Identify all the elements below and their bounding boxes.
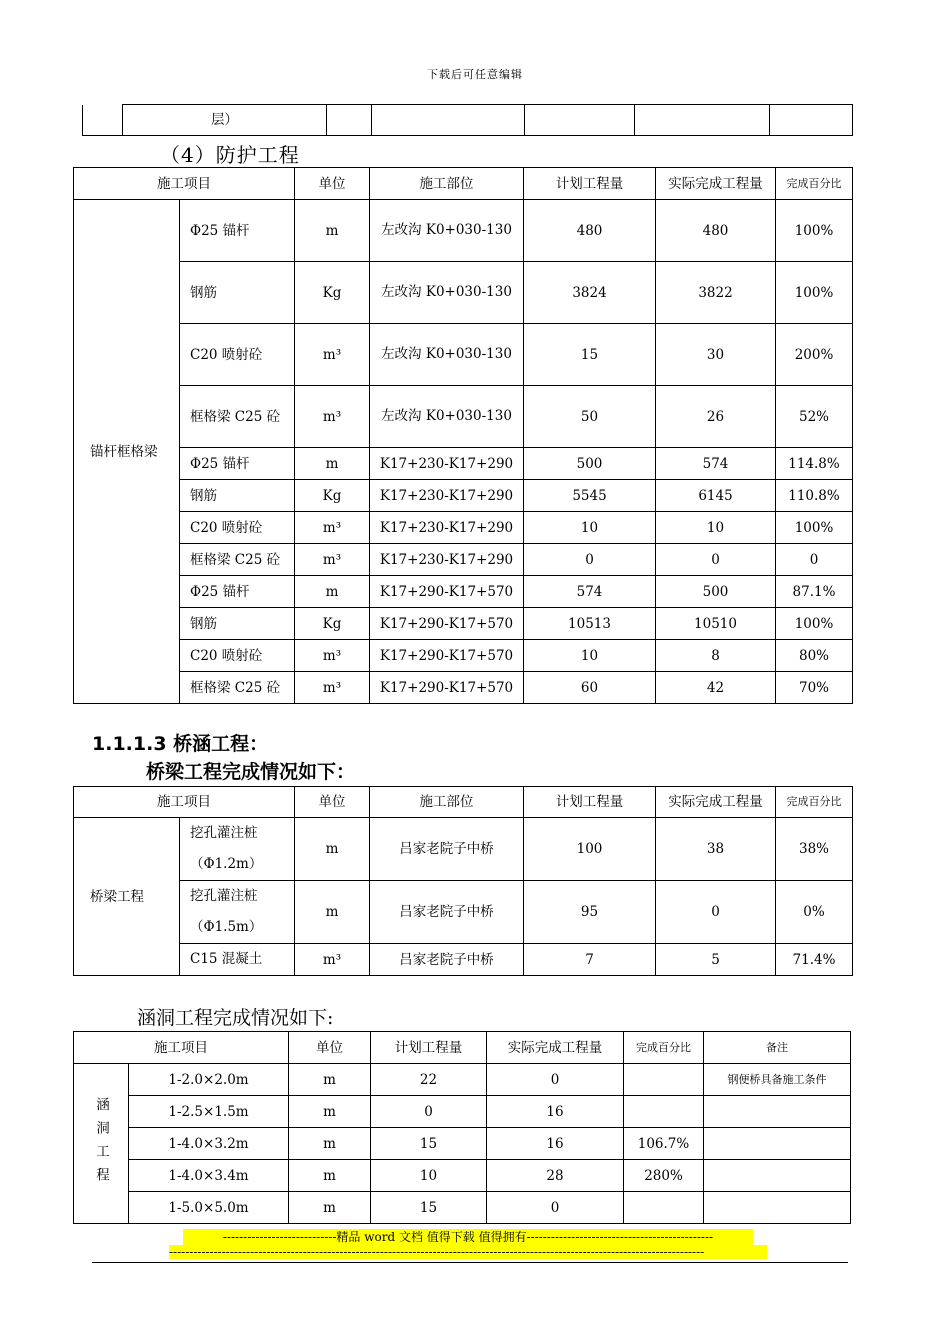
table-row — [74, 1096, 851, 1128]
col-header: 施工部位 — [370, 787, 524, 818]
col-header: 施工项目 — [74, 1032, 289, 1064]
plan-cell: 15 — [524, 324, 656, 386]
percent-cell — [624, 1096, 704, 1128]
footer-line-1: ----------------------------精品 word 文档 值得下载 值得拥有---------------------------------------------- — [183, 1229, 753, 1245]
location-cell: K17+290-K17+570 — [370, 640, 524, 672]
protect-title: （4）防护工程 — [160, 143, 300, 167]
fragment-cell-empty — [327, 105, 372, 136]
actual-cell: 6145 — [656, 480, 776, 512]
actual-cell: 500 — [656, 576, 776, 608]
percent-cell: 87.1% — [776, 576, 853, 608]
plan-cell: 95 — [524, 881, 656, 944]
unit-cell: m — [295, 818, 370, 881]
col-header: 施工项目 — [74, 168, 295, 200]
plan-cell: 50 — [524, 386, 656, 448]
percent-cell: 100% — [776, 262, 853, 324]
group-label: 锚杆框格梁 — [74, 200, 180, 704]
unit-cell: m — [289, 1160, 371, 1192]
plan-cell: 15 — [371, 1128, 487, 1160]
col-header: 实际完成工程量 — [656, 787, 776, 818]
table-row — [74, 1128, 851, 1160]
unit-cell: m — [295, 448, 370, 480]
actual-cell: 0 — [487, 1064, 624, 1096]
percent-cell: 110.8% — [776, 480, 853, 512]
location-cell: K17+230-K17+290 — [370, 512, 524, 544]
item-cell: 框格梁 C25 砼 — [180, 544, 295, 576]
page-header: 下载后可任意编辑 — [427, 68, 523, 81]
protect-table — [73, 167, 853, 704]
plan-cell: 3824 — [524, 262, 656, 324]
percent-cell: 80% — [776, 640, 853, 672]
item-cell: Φ25 锚杆 — [180, 200, 295, 262]
fragment-cell-empty — [372, 105, 525, 136]
plan-cell: 0 — [371, 1096, 487, 1128]
location-cell: 左改沟 K0+030-130 — [370, 324, 524, 386]
unit-cell: m — [295, 576, 370, 608]
plan-cell: 500 — [524, 448, 656, 480]
unit-cell: m — [295, 200, 370, 262]
item-cell: Φ25 锚杆 — [180, 576, 295, 608]
table-row — [74, 576, 853, 608]
location-cell: K17+230-K17+290 — [370, 544, 524, 576]
note-cell — [704, 1096, 851, 1128]
actual-cell: 0 — [656, 881, 776, 944]
table-row — [74, 512, 853, 544]
unit-cell: m — [289, 1064, 371, 1096]
plan-cell: 7 — [524, 944, 656, 976]
note-cell — [704, 1192, 851, 1224]
fragment-cell-empty — [83, 105, 123, 136]
table-row — [74, 1064, 851, 1096]
location-cell: 吕家老院子中桥 — [370, 818, 524, 881]
percent-cell: 106.7% — [624, 1128, 704, 1160]
unit-cell: m — [295, 881, 370, 944]
plan-cell: 10513 — [524, 608, 656, 640]
note-cell — [704, 1128, 851, 1160]
plan-cell: 574 — [524, 576, 656, 608]
fragment-cell-empty — [635, 105, 770, 136]
location-cell: 左改沟 K0+030-130 — [370, 262, 524, 324]
group-label: 桥梁工程 — [74, 818, 180, 976]
unit-cell: Kg — [295, 262, 370, 324]
percent-cell: 71.4% — [776, 944, 853, 976]
item-cell: 1-4.0×3.2m — [129, 1128, 289, 1160]
actual-cell: 38 — [656, 818, 776, 881]
plan-cell: 22 — [371, 1064, 487, 1096]
plan-cell: 100 — [524, 818, 656, 881]
col-header: 单位 — [289, 1032, 371, 1064]
item-cell: C15 混凝土 — [180, 944, 295, 976]
unit-cell: m³ — [295, 944, 370, 976]
actual-cell: 16 — [487, 1128, 624, 1160]
item-cell: 挖孔灌注桩（Φ1.2m） — [180, 818, 295, 881]
table-row — [74, 1192, 851, 1224]
table-row — [74, 386, 853, 448]
col-header: 计划工程量 — [524, 168, 656, 200]
location-cell: K17+230-K17+290 — [370, 448, 524, 480]
fragment-cell: 层） — [123, 105, 327, 136]
actual-cell: 16 — [487, 1096, 624, 1128]
percent-cell: 0 — [776, 544, 853, 576]
percent-cell: 52% — [776, 386, 853, 448]
note-cell: 钢便桥具备施工条件 — [704, 1064, 851, 1096]
percent-cell: 100% — [776, 608, 853, 640]
plan-cell: 10 — [371, 1160, 487, 1192]
col-header: 计划工程量 — [371, 1032, 487, 1064]
location-cell: K17+230-K17+290 — [370, 480, 524, 512]
table-row — [74, 640, 853, 672]
unit-cell: m³ — [295, 544, 370, 576]
footer-rule — [92, 1262, 848, 1263]
location-cell: 吕家老院子中桥 — [370, 881, 524, 944]
percent-cell: 100% — [776, 512, 853, 544]
col-header: 施工项目 — [74, 787, 295, 818]
culvert-table — [73, 1031, 851, 1224]
item-cell: 框格梁 C25 砼 — [180, 672, 295, 704]
bridge-heading: 1.1.1.3 桥涵工程： — [92, 733, 269, 755]
unit-cell: m — [289, 1096, 371, 1128]
item-cell: 钢筋 — [180, 480, 295, 512]
bridge-table — [73, 786, 853, 976]
item-cell: 挖孔灌注桩（Φ1.5m） — [180, 881, 295, 944]
item-cell: 1-4.0×3.4m — [129, 1160, 289, 1192]
table-row — [74, 608, 853, 640]
footer-line-2: ------------------------------------------------------------------------------------------------------------------------------------ — [169, 1245, 767, 1259]
actual-cell: 10 — [656, 512, 776, 544]
table-row — [74, 544, 853, 576]
col-header: 单位 — [295, 787, 370, 818]
actual-cell: 574 — [656, 448, 776, 480]
actual-cell: 5 — [656, 944, 776, 976]
fragment-cell-empty — [525, 105, 635, 136]
actual-cell: 30 — [656, 324, 776, 386]
note-cell — [704, 1160, 851, 1192]
table-row — [74, 262, 853, 324]
group-label: 涵洞工程 — [74, 1064, 129, 1224]
table-row — [74, 200, 853, 262]
table-row — [74, 448, 853, 480]
culvert-subheading: 涵洞工程完成情况如下: — [137, 1007, 334, 1029]
item-cell: C20 喷射砼 — [180, 640, 295, 672]
plan-cell: 480 — [524, 200, 656, 262]
table-row — [74, 672, 853, 704]
table-row — [74, 480, 853, 512]
percent-cell: 200% — [776, 324, 853, 386]
location-cell: 吕家老院子中桥 — [370, 944, 524, 976]
percent-cell: 280% — [624, 1160, 704, 1192]
percent-cell: 38% — [776, 818, 853, 881]
unit-cell: m³ — [295, 640, 370, 672]
fragment-table — [82, 104, 853, 136]
col-header: 计划工程量 — [524, 787, 656, 818]
actual-cell: 26 — [656, 386, 776, 448]
unit-cell: m — [289, 1128, 371, 1160]
percent-cell — [624, 1192, 704, 1224]
actual-cell: 8 — [656, 640, 776, 672]
actual-cell: 480 — [656, 200, 776, 262]
plan-cell: 60 — [524, 672, 656, 704]
percent-cell — [624, 1064, 704, 1096]
col-header: 实际完成工程量 — [656, 168, 776, 200]
item-cell: 框格梁 C25 砼 — [180, 386, 295, 448]
col-header: 实际完成工程量 — [487, 1032, 624, 1064]
unit-cell: Kg — [295, 480, 370, 512]
actual-cell: 28 — [487, 1160, 624, 1192]
bridge-subheading: 桥梁工程完成情况如下： — [146, 761, 356, 783]
actual-cell: 0 — [487, 1192, 624, 1224]
col-header: 单位 — [295, 168, 370, 200]
bridge-header-row — [74, 787, 853, 818]
unit-cell: Kg — [295, 608, 370, 640]
plan-cell: 5545 — [524, 480, 656, 512]
table-row — [74, 324, 853, 386]
plan-cell: 15 — [371, 1192, 487, 1224]
unit-cell: m — [289, 1192, 371, 1224]
percent-cell: 0% — [776, 881, 853, 944]
actual-cell: 0 — [656, 544, 776, 576]
plan-cell: 10 — [524, 640, 656, 672]
plan-cell: 0 — [524, 544, 656, 576]
table-row — [74, 1160, 851, 1192]
percent-cell: 114.8% — [776, 448, 853, 480]
item-cell: C20 喷射砼 — [180, 512, 295, 544]
culvert-header-row — [74, 1032, 851, 1064]
item-cell: 1-2.0×2.0m — [129, 1064, 289, 1096]
percent-cell: 100% — [776, 200, 853, 262]
item-cell: 钢筋 — [180, 262, 295, 324]
col-header: 备注 — [704, 1032, 851, 1064]
item-cell: 钢筋 — [180, 608, 295, 640]
actual-cell: 3822 — [656, 262, 776, 324]
percent-cell: 70% — [776, 672, 853, 704]
table-row — [74, 944, 853, 976]
item-cell: Φ25 锚杆 — [180, 448, 295, 480]
col-header: 完成百分比 — [776, 787, 853, 818]
location-cell: K17+290-K17+570 — [370, 608, 524, 640]
col-header: 完成百分比 — [624, 1032, 704, 1064]
plan-cell: 10 — [524, 512, 656, 544]
table-row — [74, 818, 853, 881]
location-cell: 左改沟 K0+030-130 — [370, 200, 524, 262]
item-cell: 1-2.5×1.5m — [129, 1096, 289, 1128]
unit-cell: m³ — [295, 324, 370, 386]
table-row — [74, 881, 853, 944]
unit-cell: m³ — [295, 512, 370, 544]
unit-cell: m³ — [295, 672, 370, 704]
actual-cell: 42 — [656, 672, 776, 704]
actual-cell: 10510 — [656, 608, 776, 640]
location-cell: 左改沟 K0+030-130 — [370, 386, 524, 448]
protect-header-row — [74, 168, 853, 200]
col-header: 施工部位 — [370, 168, 524, 200]
item-cell: C20 喷射砼 — [180, 324, 295, 386]
location-cell: K17+290-K17+570 — [370, 672, 524, 704]
col-header: 完成百分比 — [776, 168, 853, 200]
location-cell: K17+290-K17+570 — [370, 576, 524, 608]
unit-cell: m³ — [295, 386, 370, 448]
item-cell: 1-5.0×5.0m — [129, 1192, 289, 1224]
fragment-cell-empty — [770, 105, 853, 136]
